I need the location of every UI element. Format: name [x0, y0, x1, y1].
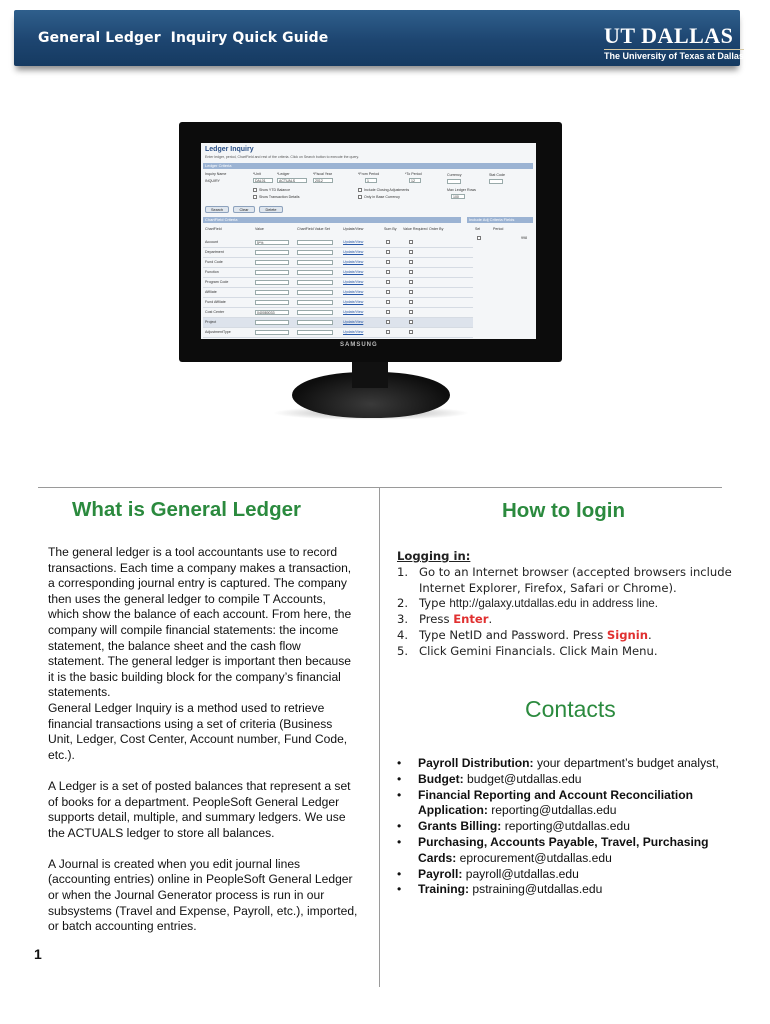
bullet-icon: • — [397, 756, 402, 770]
galaxy-url: http://galaxy.utdallas.edu in address line. — [449, 597, 658, 611]
row-sum-by-checkbox[interactable] — [386, 330, 390, 334]
header-banner — [14, 10, 744, 66]
row-value-set[interactable] — [297, 240, 333, 245]
to-period-input[interactable]: 12 — [409, 178, 421, 183]
row-value[interactable] — [255, 320, 289, 325]
what-is-gl-heading: What is General Ledger — [72, 498, 301, 521]
list-item — [397, 867, 742, 883]
row-update-view-link[interactable]: Update/View — [343, 300, 364, 304]
col-value-required: Value Required — [403, 227, 428, 231]
ytd-label: Show YTD Balance — [259, 188, 291, 192]
row-required-checkbox[interactable] — [409, 240, 413, 244]
row-update-view-link[interactable]: Update/View — [343, 240, 364, 244]
row-sum-by-checkbox[interactable] — [386, 270, 390, 274]
row-field: Affiliate — [205, 290, 217, 294]
contact-value: budget@utdallas.edu — [463, 771, 582, 786]
signin-key: Signin — [606, 627, 649, 642]
stat-code-input[interactable] — [489, 179, 503, 184]
section-divider-vertical — [379, 487, 380, 987]
row-update-view-link[interactable]: Update/View — [343, 270, 364, 274]
chartfield-bar — [203, 217, 461, 223]
logo-main-text: UT DALLAS — [604, 23, 734, 48]
currency-input[interactable] — [447, 179, 461, 184]
closing-label: Include Closing Adjustments — [364, 188, 410, 192]
step-text: Click Gemini Financials. Click Main Menu. — [419, 643, 658, 658]
row-field: Department — [205, 250, 224, 254]
gl-description — [48, 545, 358, 950]
contact-label: Payroll Distribution: — [418, 756, 534, 770]
row-required-checkbox[interactable] — [409, 300, 413, 304]
col-value: Value — [255, 227, 264, 231]
row-value[interactable] — [255, 280, 289, 285]
row-value[interactable]: 040080033 — [255, 310, 289, 315]
row-sum-by-checkbox[interactable] — [386, 290, 390, 294]
step-text: Press — [419, 612, 454, 627]
table-row — [203, 248, 473, 258]
contact-label: Payroll: — [418, 866, 463, 881]
max-rows-input[interactable]: 100 — [451, 194, 465, 199]
step-number: 4. — [397, 627, 409, 642]
row-required-checkbox[interactable] — [409, 260, 413, 264]
from-period-label: *From Period — [358, 172, 380, 176]
search-button[interactable]: Search — [205, 206, 229, 213]
col-sel: Sel — [475, 227, 481, 231]
col-period: Period — [493, 227, 504, 231]
screen-page-title: Ledger Inquiry — [205, 146, 254, 153]
login-step — [397, 596, 742, 612]
step-number: 2. — [397, 596, 409, 611]
row-field: Function — [205, 270, 219, 274]
col-sum-by: Sum By — [384, 227, 397, 231]
adj-criteria-bar-label: Include Adj Criteria Fields — [469, 217, 515, 222]
row-value-set[interactable] — [297, 330, 333, 335]
contact-value: reporting@utdallas.edu — [501, 819, 630, 834]
bullet-icon: • — [397, 866, 402, 881]
contact-label: Budget: — [418, 771, 464, 786]
list-item — [397, 882, 742, 898]
list-item — [397, 819, 742, 835]
chartfield-bar-label: ChartField Criteria — [205, 217, 238, 222]
row-value-set[interactable] — [297, 270, 333, 275]
contact-label: Purchasing, Accounts Payable, Travel, Purchasing Cards: — [418, 834, 709, 865]
row-sum-by-checkbox[interactable] — [386, 280, 390, 284]
logo-rule — [604, 49, 744, 50]
base-label: Only in Base Currency — [364, 195, 400, 199]
step-text-end: . — [648, 627, 652, 642]
row-required-checkbox[interactable] — [409, 310, 413, 314]
row-required-checkbox[interactable] — [409, 270, 413, 274]
row-sum-by-checkbox[interactable] — [386, 300, 390, 304]
max-rows-label: Max Ledger Rows — [447, 188, 476, 192]
closing-checkbox[interactable] — [358, 188, 362, 192]
table-row — [203, 288, 473, 298]
page-number: 1 — [34, 946, 42, 962]
login-step — [397, 565, 742, 597]
row-sum-by-checkbox[interactable] — [386, 260, 390, 264]
ledger-label: *Ledger — [277, 172, 290, 176]
row-value[interactable] — [255, 300, 289, 305]
step-number: 3. — [397, 612, 409, 627]
contacts-heading: Contacts — [525, 696, 616, 722]
criteria-bar-label: Ledger Criteria — [205, 163, 232, 168]
table-row — [203, 268, 473, 278]
row-update-view-link[interactable]: Update/View — [343, 320, 364, 324]
base-checkbox[interactable] — [358, 195, 362, 199]
row-required-checkbox[interactable] — [409, 250, 413, 254]
stat-code-label: Stat Code — [489, 173, 505, 177]
table-row — [203, 258, 473, 268]
col-chartfield: ChartField — [205, 227, 222, 231]
monitor-neck — [352, 362, 388, 388]
gl-paragraph-4: A Journal is created when you edit journal lines (accounting entries) online in PeopleSoft General Ledger or when the Journal Generator process is run in our subsystems (Travel and Expense, Payroll, etc.), imported, or batch accounting entries. — [48, 856, 358, 934]
bullet-icon: • — [397, 882, 402, 897]
row-value[interactable] — [255, 250, 289, 255]
step-text: Go to an Internet browser (accepted browsers include Internet Explorer, Firefox, Safari or Chrome). — [419, 564, 732, 595]
contact-label: Grants Billing: — [418, 819, 502, 834]
row-field: Account — [205, 240, 218, 244]
row-value-set[interactable] — [297, 310, 333, 315]
step-number: 1. — [397, 564, 409, 579]
row-value-set[interactable] — [297, 250, 333, 255]
row-update-view-link[interactable]: Update/View — [343, 250, 364, 254]
unit-label: *Unit — [253, 172, 261, 176]
txn-checkbox[interactable] — [253, 195, 257, 199]
step-text: Type — [419, 596, 450, 611]
adj-criteria-bar — [467, 217, 533, 223]
enter-key: Enter — [453, 612, 489, 627]
step-number: 5. — [397, 643, 409, 658]
fiscal-year-input[interactable]: 2012 — [313, 178, 333, 183]
gl-paragraph-3: A Ledger is a set of posted balances that represent a set of books for a department. PeopleSoft General Ledger supports detail, multiple, and summary ledgers. We use the ACTUALS ledger to store all balances. — [48, 778, 351, 840]
adj-period-value: 998 — [521, 236, 527, 240]
unit-input[interactable]: DAL01 — [253, 178, 273, 183]
bullet-icon: • — [397, 834, 402, 849]
row-value-set[interactable] — [297, 320, 333, 325]
row-required-checkbox[interactable] — [409, 280, 413, 284]
row-value-set[interactable] — [297, 300, 333, 305]
table-row — [203, 308, 473, 318]
bullet-icon: • — [397, 787, 402, 802]
table-row — [203, 328, 473, 338]
ledger-input[interactable]: ACTUALS — [277, 178, 307, 183]
adj-sel-checkbox[interactable] — [477, 236, 481, 240]
guide-title: General Ledger Inquiry Quick Guide — [38, 30, 329, 46]
logging-in-subheading: Logging in: — [397, 549, 471, 563]
logo-sub-text: The University of Texas at Dallas — [604, 51, 744, 61]
login-steps — [397, 549, 742, 660]
row-field: Program Code — [205, 280, 229, 284]
row-sum-by-checkbox[interactable] — [386, 250, 390, 254]
row-update-view-link[interactable]: Update/View — [343, 260, 364, 264]
row-value[interactable] — [255, 260, 289, 265]
login-step — [397, 612, 742, 628]
contact-value: pstraining@utdallas.edu — [469, 882, 603, 897]
currency-label: Currency — [447, 173, 462, 177]
row-field: Fund Affiliate — [205, 300, 226, 304]
col-order-by: Order By — [429, 227, 444, 231]
row-sum-by-checkbox[interactable] — [386, 320, 390, 324]
row-value-set[interactable] — [297, 260, 333, 265]
table-row — [203, 298, 473, 308]
inquiry-name-label: Inquiry Name — [205, 172, 227, 176]
txn-label: Show Transaction Details — [259, 195, 300, 199]
row-update-view-link[interactable]: Update/View — [343, 290, 364, 294]
list-item — [397, 772, 742, 788]
row-update-view-link[interactable]: Update/View — [343, 330, 364, 334]
contact-value: your department’s budget analyst, — [533, 756, 719, 770]
row-required-checkbox[interactable] — [409, 330, 413, 334]
delete-button[interactable]: Delete — [259, 206, 283, 213]
contacts-list — [397, 756, 742, 898]
row-field: Cost Center — [205, 310, 225, 314]
step-text: Type NetID and Password. Press — [419, 627, 607, 642]
how-to-login-heading: How to login — [502, 499, 625, 522]
table-row — [203, 278, 473, 288]
fiscal-year-label: *Fiscal Year — [313, 172, 332, 176]
to-period-label: *To Period — [405, 172, 422, 176]
monitor-brand: SAMSUNG — [340, 342, 378, 348]
inquiry-name-value: INQUIRY — [205, 179, 220, 183]
contact-value: eprocurement@utdallas.edu — [456, 850, 612, 865]
bullet-icon: • — [397, 819, 402, 834]
row-field: AdjustmentType — [205, 330, 231, 334]
contact-label: Training: — [418, 882, 470, 897]
row-update-view-link[interactable]: Update/View — [343, 310, 364, 314]
col-value-set: ChartField Value Set — [297, 227, 330, 231]
row-value[interactable] — [255, 270, 289, 275]
row-update-view-link[interactable]: Update/View — [343, 280, 364, 284]
row-sum-by-checkbox[interactable] — [386, 310, 390, 314]
criteria-bar — [203, 163, 533, 169]
row-required-checkbox[interactable] — [409, 320, 413, 324]
ytd-checkbox[interactable] — [253, 188, 257, 192]
row-sum-by-checkbox[interactable] — [386, 240, 390, 244]
section-divider-horizontal — [38, 487, 722, 488]
from-period-input[interactable]: 1 — [365, 178, 377, 183]
ut-dallas-logo — [604, 24, 744, 64]
row-required-checkbox[interactable] — [409, 290, 413, 294]
table-row — [203, 238, 473, 248]
row-field: Project — [205, 320, 217, 324]
row-value[interactable] — [255, 290, 289, 295]
list-item — [397, 756, 742, 772]
contact-label: Financial Reporting and Account Reconciliation Application: — [418, 787, 694, 818]
ledger-inquiry-screenshot — [201, 143, 536, 339]
col-update-view: Update/View — [343, 227, 364, 231]
gl-paragraph-2: General Ledger Inquiry is a method used to retrieve financial transactions using a set of criteria (Business Unit, Ledger, Cost Center, Account number, Fund Code, etc.). — [48, 700, 348, 762]
login-step — [397, 644, 742, 660]
row-value-set[interactable] — [297, 290, 333, 295]
contact-value: reporting@utdallas.edu — [487, 803, 617, 818]
step-text-end: . — [488, 612, 493, 627]
row-field: Fund Code — [205, 260, 223, 264]
list-item — [397, 788, 742, 820]
table-row — [203, 318, 473, 328]
clear-button[interactable]: Clear — [233, 206, 255, 213]
contact-value: payroll@utdallas.edu — [462, 866, 579, 881]
row-value[interactable]: 5*% — [255, 240, 289, 245]
list-item — [397, 835, 742, 867]
login-step — [397, 628, 742, 644]
screen-instructions: Enter ledger, period, ChartField and rest of the criteria. Click on Search button to execute the query. — [205, 155, 360, 159]
bullet-icon: • — [397, 771, 402, 786]
row-value-set[interactable] — [297, 280, 333, 285]
gl-paragraph-1: The general ledger is a tool accountants use to record transactions. Each time a company makes a transaction, a corresponding journal entry is captured. The company then uses the general ledger to compile T Accounts, which show the balance of each account. From here, the company will compile financial statements: the income statement, the balance sheet and the cash flow statement. The general ledger is important then because it is the basic building block for the company’s financial statements. — [48, 545, 352, 700]
row-value[interactable] — [255, 330, 289, 335]
